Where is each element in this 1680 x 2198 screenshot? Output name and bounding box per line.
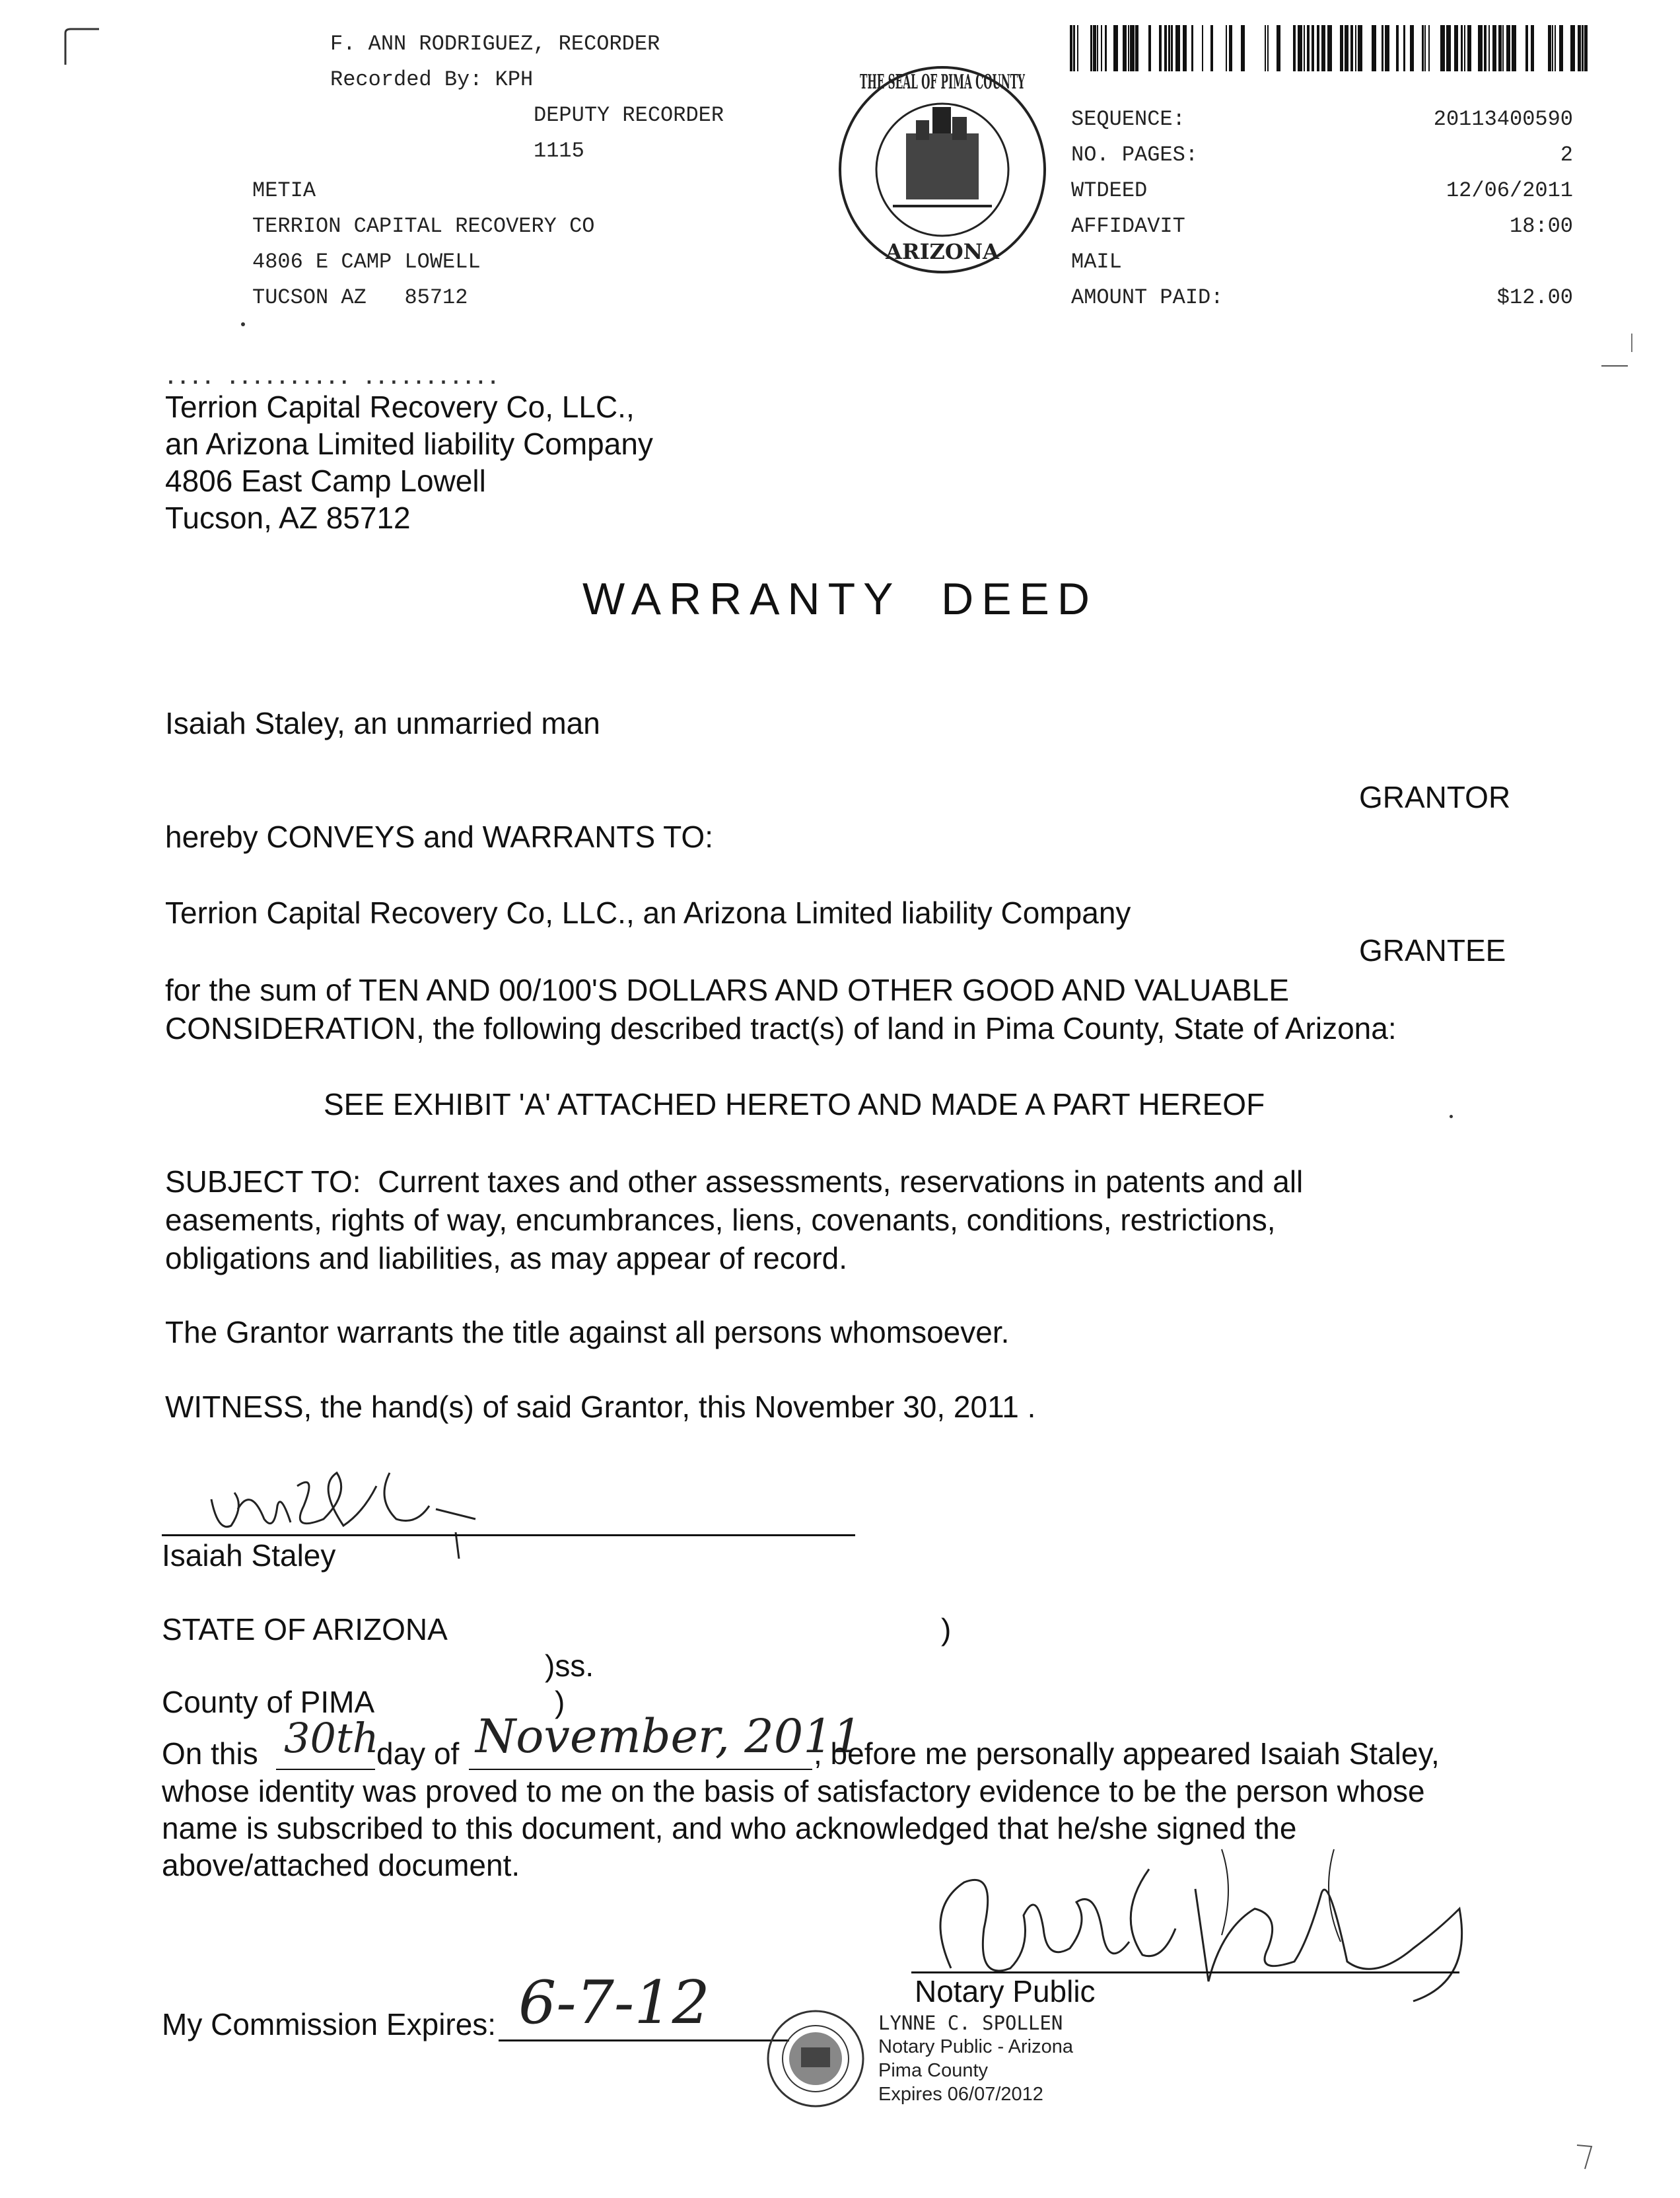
return-address (252, 173, 594, 316)
barcode-bar (1202, 25, 1203, 71)
recording-row-label: WTDEED (1071, 178, 1148, 203)
edge-mark-2 (1631, 334, 1632, 352)
barcode-bar (1467, 25, 1471, 71)
barcode-bar (1070, 25, 1072, 71)
barcode-bar (1582, 25, 1584, 71)
consideration-clause (165, 971, 1397, 1047)
document-title: WARRANTY DEED (582, 574, 1098, 624)
subject-to-clause (165, 1162, 1303, 1277)
barcode-bar (1312, 25, 1314, 71)
notary-stamp-name: LYNNE C. SPOLLEN (878, 2012, 1063, 2034)
ack-month-handwritten: November, 2011 (475, 1709, 862, 1763)
return-line-4: TUCSON AZ 85712 (252, 285, 468, 310)
recording-row (1071, 280, 1573, 316)
county-line: County of PIMA (162, 1685, 375, 1719)
barcode-bar (1498, 25, 1502, 71)
barcode-bar (1396, 25, 1399, 71)
consideration-line-1: for the sum of TEN AND 00/100'S DOLLARS AND OTHER GOOD AND VALUABLE (165, 973, 1290, 1007)
county-paren: ) (555, 1685, 565, 1719)
consideration-line-2: CONSIDERATION, the following described tract(s) of land in Pima County, State of Arizona: (165, 1011, 1397, 1046)
recording-row-value: $12.00 (1496, 285, 1573, 310)
barcode-bar (1492, 25, 1496, 71)
barcode-bar (1525, 25, 1528, 71)
mail-to-line-3: 4806 East Camp Lowell (165, 464, 486, 498)
barcode-bar (1552, 25, 1553, 71)
barcode-bar (1548, 25, 1551, 71)
barcode-bar (1340, 25, 1343, 71)
dot-mark-2 (1450, 1115, 1453, 1118)
mail-to-line-2: an Arizona Limited liability Company (165, 427, 653, 461)
ack-line-4: above/attached document. (162, 1848, 520, 1882)
barcode-bar (1454, 25, 1458, 71)
barcode-bar (1097, 25, 1098, 71)
notary-seal (765, 2008, 867, 2110)
ack-month-underline (469, 1769, 812, 1770)
barcode-bar (1171, 25, 1173, 71)
subject-line-2: easements, rights of way, encumbrances, liens, covenants, conditions, restrictions, (165, 1203, 1276, 1237)
barcode-bar (1307, 25, 1310, 71)
state-paren: ) (941, 1612, 952, 1647)
seal-bottom-text: ARIZONA (886, 239, 999, 264)
recording-row-value: 2 (1560, 143, 1573, 167)
recording-row (1071, 102, 1573, 137)
recording-row-value: 20113400590 (1433, 107, 1573, 131)
dot-mark (241, 322, 245, 326)
barcode-bar (1101, 25, 1102, 71)
barcode-bar (1210, 25, 1213, 71)
barcode-bar (1446, 25, 1451, 71)
commission-label: My Commission Expires: (162, 2007, 497, 2041)
barcode-bar (1570, 25, 1575, 71)
barcode-bar (1090, 25, 1092, 71)
deputy-recorder: DEPUTY RECORDER (534, 103, 724, 127)
barcode-bar (1506, 25, 1510, 71)
barcode-bar (1559, 25, 1563, 71)
subject-line-3: obligations and liabilities, as may appear of record. (165, 1241, 848, 1275)
barcode-bar (1128, 25, 1129, 71)
ack-line-3: name is subscribed to this document, and who acknowledged that he/she signed the (162, 1811, 1297, 1845)
return-line-3: 4806 E CAMP LOWELL (252, 250, 481, 274)
grantor-name: Isaiah Staley, an unmarried man (165, 706, 600, 740)
recording-row-label: SEQUENCE: (1071, 107, 1185, 131)
barcode-bar (1428, 25, 1430, 71)
recording-row-label: AFFIDAVIT (1071, 214, 1185, 238)
barcode-bar (1226, 25, 1227, 71)
barcode-bar (1372, 25, 1376, 71)
barcode-bar (1461, 25, 1463, 71)
return-line-1: METIA (252, 178, 316, 203)
recording-row (1071, 137, 1573, 173)
mail-to-line-1: Terrion Capital Recovery Co, LLC., (165, 390, 635, 424)
ack-on-this: On this (162, 1736, 258, 1771)
warranty-clause: The Grantor warrants the title against all persons whomsoever. (165, 1315, 1010, 1349)
barcode-bar (1440, 25, 1445, 71)
barcode-bar (1105, 25, 1107, 71)
ack-rest-1: , before me personally appeared Isaiah Staley, (814, 1736, 1440, 1771)
recording-row (1071, 244, 1573, 280)
recording-row-label: NO. PAGES: (1071, 143, 1199, 167)
barcode-bar (1488, 25, 1490, 71)
recording-row-label: AMOUNT PAID: (1071, 285, 1224, 310)
barcode (1070, 25, 1592, 71)
barcode-bar (1317, 25, 1319, 71)
barcode-bar (1241, 25, 1245, 71)
recording-row-value: 18:00 (1509, 214, 1573, 238)
barcode-bar (1478, 25, 1483, 71)
barcode-bar (1123, 25, 1127, 71)
barcode-bar (1382, 25, 1383, 71)
mail-to-address (165, 388, 653, 536)
corner-mark-bottom (1572, 2140, 1598, 2173)
recorder-code: 1115 (534, 139, 584, 163)
barcode-bar (1555, 25, 1556, 71)
barcode-bar (1403, 25, 1405, 71)
grantee-name: Terrion Capital Recovery Co, LLC., an Arizona Limited liability Company (165, 896, 1131, 930)
recording-row-label: MAIL (1071, 250, 1122, 274)
recording-info (1071, 102, 1573, 316)
notary-stamp-line-3: Pima County (878, 2060, 989, 2081)
edge-mark (1601, 365, 1628, 367)
barcode-bar (1168, 25, 1170, 71)
barcode-bar (1484, 25, 1487, 71)
recorded-by: Recorded By: KPH (330, 67, 534, 92)
barcode-bar (1077, 25, 1078, 71)
recorder-block (330, 26, 724, 169)
barcode-bar (1321, 25, 1325, 71)
barcode-bar (1512, 25, 1516, 71)
ack-line-2: whose identity was proved to me on the basis of satisfactory evidence to be the person whose (162, 1774, 1425, 1808)
subject-line-1: SUBJECT TO: Current taxes and other assessments, reservations in patents and all (165, 1164, 1304, 1199)
barcode-bar (1265, 25, 1266, 71)
commission-underline (499, 2039, 789, 2041)
mail-to-line-4: Tucson, AZ 85712 (165, 501, 411, 535)
barcode-bar (1191, 25, 1193, 71)
barcode-bar (1093, 25, 1096, 71)
witness-clause: WITNESS, the hand(s) of said Grantor, this November 30, 2011 . (165, 1390, 1036, 1424)
barcode-bar (1277, 25, 1280, 71)
barcode-bar (1584, 25, 1588, 71)
seal-top-text: THE SEAL OF PIMA COUNTY (860, 71, 1026, 94)
return-line-2: TERRION CAPITAL RECOVERY CO (252, 214, 595, 238)
barcode-bar (1304, 25, 1305, 71)
barcode-bar (1464, 25, 1465, 71)
conveys-clause: hereby CONVEYS and WARRANTS TO: (165, 820, 713, 854)
grantor-signature-line (162, 1534, 855, 1536)
notary-stamp-line-4: Expires 06/07/2012 (878, 2084, 1043, 2105)
barcode-bar (1350, 25, 1353, 71)
barcode-bar (1422, 25, 1424, 71)
grantee-label: GRANTEE (1359, 933, 1506, 968)
signer-name: Isaiah Staley (162, 1538, 336, 1573)
cropped-heading: .... .......... ........... (166, 356, 502, 390)
barcode-bar (1135, 25, 1138, 71)
barcode-bar (1355, 25, 1356, 71)
barcode-bar (1298, 25, 1302, 71)
barcode-bar (1358, 25, 1362, 71)
barcode-bar (1113, 25, 1118, 71)
commission-date-handwritten: 6-7-12 (518, 1968, 710, 2038)
ss-line: )ss. (545, 1648, 594, 1683)
exhibit-reference: SEE EXHIBIT 'A' ATTACHED HERETO AND MADE A PART HEREOF (324, 1087, 1265, 1121)
barcode-bar (1148, 25, 1151, 71)
barcode-bar (1293, 25, 1296, 71)
barcode-bar (1183, 25, 1187, 71)
barcode-bar (1410, 25, 1414, 71)
barcode-bar (1385, 25, 1389, 71)
barcode-bar (1073, 25, 1075, 71)
barcode-bar (1267, 25, 1269, 71)
notary-label: Notary Public (915, 1974, 1096, 2008)
notary-stamp-line-2: Notary Public - Arizona (878, 2036, 1073, 2057)
state-line: STATE OF ARIZONA (162, 1612, 448, 1647)
ack-day-underline (276, 1769, 375, 1770)
pima-county-seal (833, 61, 1051, 279)
barcode-bar (1345, 25, 1348, 71)
barcode-bar (1229, 25, 1232, 71)
grantor-label: GRANTOR (1359, 780, 1511, 814)
barcode-bar (1424, 25, 1426, 71)
recording-row-value: 12/06/2011 (1446, 178, 1573, 203)
recording-row (1071, 173, 1573, 209)
barcode-bar (1531, 25, 1534, 71)
barcode-bar (1578, 25, 1581, 71)
barcode-bar (1164, 25, 1167, 71)
barcode-bar (1159, 25, 1162, 71)
ack-day-handwritten: 30th (284, 1714, 379, 1762)
barcode-bar (1327, 25, 1332, 71)
recorder-name: F. ANN RODRIGUEZ, RECORDER (330, 32, 660, 56)
barcode-bar (1502, 25, 1504, 71)
ack-day-of: day of (376, 1736, 460, 1771)
corner-mark (63, 26, 102, 66)
recording-row (1071, 209, 1573, 244)
barcode-bar (1130, 25, 1135, 71)
barcode-bar (1175, 25, 1180, 71)
notary-stamp (878, 2011, 1073, 2106)
